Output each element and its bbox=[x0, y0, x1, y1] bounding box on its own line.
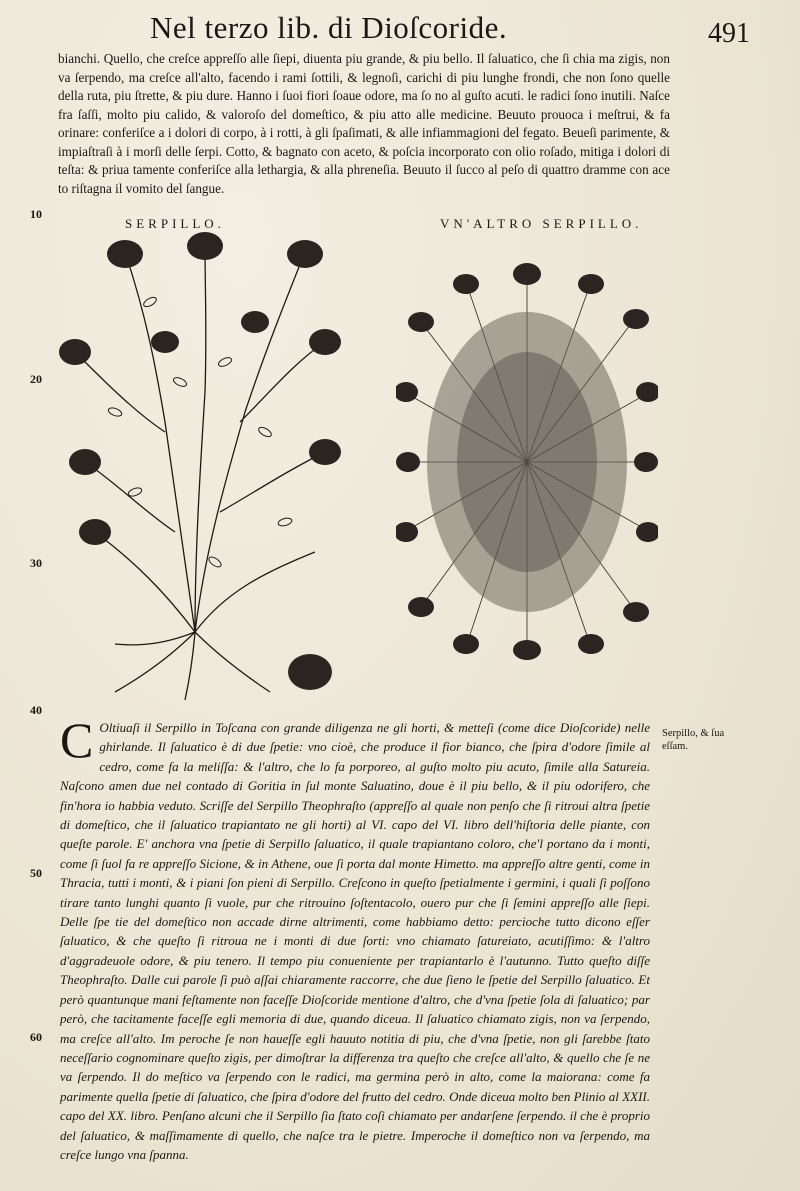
body-paragraph bbox=[60, 712, 650, 1164]
body-paragraph-text: Oltiuaſi il Serpillo in Toſcana con grande diligenza ne gli horti, & metteſi (come dice Dioſcoride) nelle ghirlande. Il ſaluatico è di due ſpetie: vno cioè, che produce il fior bianco, che ſpira d'odore ſimile al cedro, come fa la meliſſa: & l'altro, che lo fa porporeo, al guſto molto piu acuto, ſimile alla Satureia. Naſcono amen due nel contado di Goritia in ſul monte Saluatino, doue è il piu bello, & il piu odorifero, che fin'hora io habbia veduto. Scriſſe del Serpillo Theophraſto (appreſſo al quale non penſo che ſi ritroui altra ſpetie di domeſtico, che il ſaluatico trapiantato ne gli horti) al VI. capo del VI. libro dell'hiſtoria delle piante, con queſte parole. E' anchora vna ſpetie di Serpillo ſaluatico, il quale trapiantano coloro, che'l portano da i monti, come ſi ſuol fa re appreſſo Sicione, & in Athene, oue ſi porta dal monte Himetto. ma appreſſo altre genti, come in Thracia, tutti i monti, & i piani ſon pieni di Serpillo. Creſcono in queſto ſpetialmente i germini, i quali ſi poſſono tirare tanto lunghi quanto ſi vuole, pur che ritrouino ſoſtentacolo, ouero pur che ſi ſemini appreſſo alle ſiepi. Delle ſpe tie del domeſtico non accade dirne altrimenti, come habbiamo detto: percioche tutto dicono eſſer ſaluatico, & che queſto ſi ritroua ne i monti di due ſorti: vno chiamato ſatureiato, acutiſſimo: & l'altro d'aggradeuole odore, & piu tenero. Il tempo piu conueniente per trapiantarlo è l'autunno. Tutto queſto diſſe Theophraſto. Dalle cui parole ſi può aſſai chiaramente raccorre, che due ſieno le ſpetie del Serpillo ſaluatico. Et però quantunque mani feſtamente non faceſſe Dioſcoride mentione d'altro, che d'vna ſpetie ſola di ſaluatico; par però, che tacitamente faceſſe egli memoria di due, quando diceua. Il ſaluatico chiamato zigis, non va ſerpendo, ma creſce all'alto. Im peroche ſe non haueſſe egli hauuto notitia di piu, che d'vna ſpetie, non gli ſarebbe ſtato neceſſario cognominare queſto zigis, per dimoſtrar la differenza tra queſto che creſce all'alto, & quello che ſe ne va ſerpendo. Il do meſtico va ſerpendo con le radici, ma germina però in alto, come la maiorana: come fa parimente quella ſpetie di ſaluatico, che ſpira d'odore del frutto del cedro. Onde diceua molto ben Plinio al XXII. capo del XX. libro. Penſano alcuni che il Serpillo ſia ſtato coſi chiamato per andarſene ſerpendo. il che è proprio del ſaluatico, & maſſimamente di quello, che naſce tra le pietre. Imperoche il domeſtico non va ſerpendo, ma creſce lungo vna ſpanna. bbox=[60, 720, 650, 1162]
running-header bbox=[150, 10, 750, 54]
drop-cap: C bbox=[60, 712, 94, 768]
line-number: 10 bbox=[30, 207, 42, 221]
line-number: 40 bbox=[30, 703, 42, 717]
caption-altro-serpillo: VN'ALTRO SERPILLO. bbox=[440, 216, 643, 231]
margin-note: Serpillo, & ſua eſſam. bbox=[662, 728, 725, 752]
top-paragraph bbox=[58, 50, 670, 198]
line-number: 30 bbox=[30, 556, 42, 570]
caption-serpillo: SERPILLO. bbox=[125, 216, 225, 231]
top-paragraph-text: bianchi. Quello, che creſce appreſſo alle ſiepi, diuenta piu grande, & piu bello. Il ſaluatico, che ſi chia ma zigis, non va ſerpendo, ma creſce all'alto, facendo i rami ſottili, & legnoſi, carichi di piu lunghe frondi, che non ſono quelle della ruta, piu ſtrette, & piu dure. Hanno i ſuoi fiori ſoaue odore, ma ſo no al guſto acuti. le radici ſono inutili. Naſce fra ſaſſi, molto piu calido, & valoroſo del domeſtico, & piu atto alle medicine. Beuuto prouoca i meſtrui, & fa orinare: conferiſce a i dolori di corpo, à i rotti, à gli ſpaſimati, & alle infiammagioni del fegato. Beueſi parimente, & impiaſtraſi à i morſi delle ſerpi. Cotto, & bagnato con aceto, & poſcia incorporato con olio roſado, mitiga i dolori di teſta: & priua tamente conferiſce alla lethargia, & alla phreneſia. Beuuto il ſucco al peſo di quattro dramme con ace to riſtagna il vomito del ſangue. bbox=[58, 51, 670, 196]
altro-serpillo-woodcut bbox=[396, 262, 658, 662]
serpillo-woodcut bbox=[55, 232, 345, 702]
page-number: 491 bbox=[708, 18, 750, 49]
line-number: 20 bbox=[30, 372, 42, 386]
line-number: 60 bbox=[30, 1030, 42, 1044]
line-number: 50 bbox=[30, 866, 42, 880]
page-title: Nel terzo lib. di Dioſcoride. bbox=[150, 10, 508, 45]
